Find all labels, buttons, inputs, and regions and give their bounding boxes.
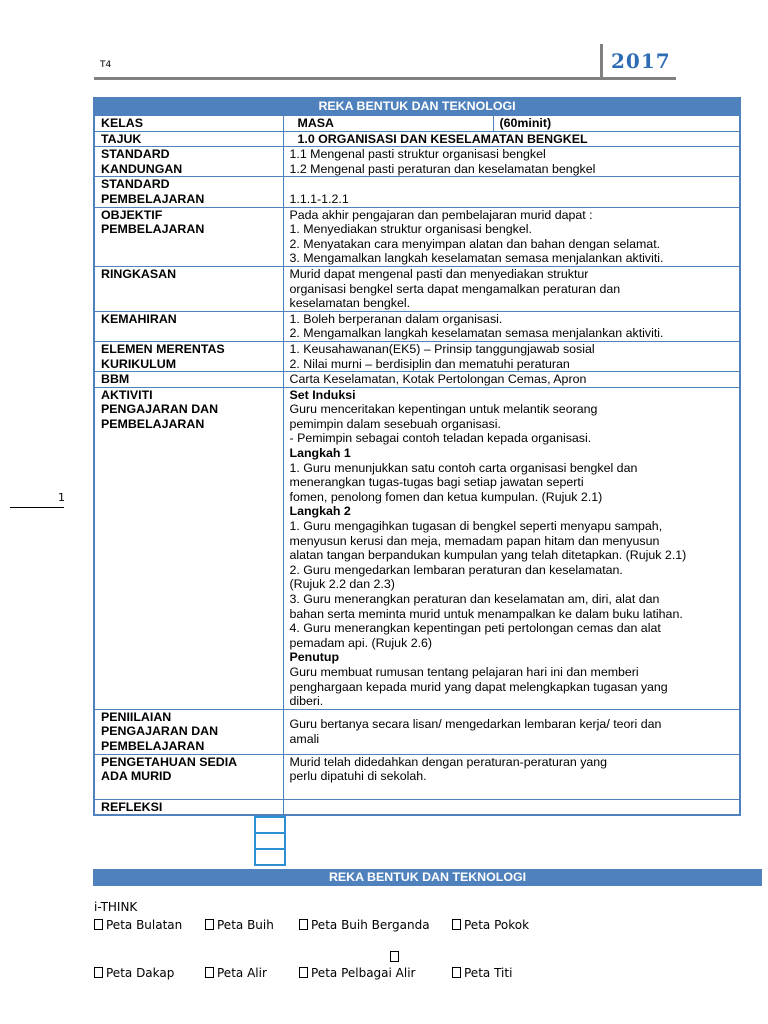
penilaian-row [94, 709, 740, 754]
ringkasan-row [94, 266, 740, 311]
standard-kandungan-row [94, 147, 740, 177]
emk-value: 1. Keusahawanan(EK5) – Prinsip tanggungjawab sosial 2. Nilai murni – berdisiplin dan mematuhi peraturan [283, 341, 740, 371]
tajuk-label: TAJUK [94, 131, 283, 147]
option-peta-dakap[interactable]: Peta Dakap [94, 966, 174, 980]
kemahiran-label: KEMAHIRAN [94, 311, 283, 341]
objektif-row [94, 207, 740, 266]
option-peta-buih[interactable]: Peta Buih [205, 918, 274, 932]
aktiviti-label: AKTIVITI PENGAJARAN DAN PEMBELAJARAN [94, 387, 283, 709]
bbm-value: Carta Keselamatan, Kotak Pertolongan Cemas, Apron [283, 372, 740, 388]
kemahiran-row [94, 311, 740, 341]
standard-pembelajaran-value: 1.1.1-1.2.1 [283, 177, 740, 207]
section2-banner: REKA BENTUK DAN TEKNOLOGI [93, 869, 762, 886]
standard-pembelajaran-row [94, 177, 740, 207]
table-banner: REKA BENTUK DAN TEKNOLOGI [94, 98, 740, 116]
refleksi-row [94, 799, 740, 815]
lesson-plan-table [93, 97, 741, 816]
checkbox-icon [390, 951, 399, 962]
checkbox-icon [94, 919, 103, 930]
stray-box-icon [390, 950, 402, 964]
langkah2-title: Langkah 2 [289, 504, 351, 519]
standard-kandungan-value: 1.1 Mengenal pasti struktur organisasi bengkel 1.2 Mengenal pasti peraturan dan keselamatan bengkel [283, 147, 740, 177]
option-peta-pokok[interactable]: Peta Pokok [452, 918, 529, 932]
ringkasan-value: Murid dapat mengenal pasti dan menyediakan struktur organisasi bengkel serta dapat mengamalkan peraturan dan keselamatan bengkel. [283, 266, 740, 311]
bbm-label: BBM [94, 372, 283, 388]
tajuk-value: 1.0 ORGANISASI DAN KESELAMATAN BENGKEL [283, 131, 740, 147]
checkbox-icon [299, 967, 308, 978]
penutup-title: Penutup [289, 650, 340, 665]
banner-row [94, 98, 740, 116]
form-checkbox-3[interactable] [254, 848, 286, 866]
tajuk-row [94, 131, 740, 147]
kelas-row [94, 116, 740, 132]
emk-label: ELEMEN MERENTAS KURIKULUM [94, 341, 283, 371]
objektif-value: Pada akhir pengajaran dan pembelajaran murid dapat : 1. Menyediakan struktur organisasi bengkel. 2. Menyatakan cara menyimpan alatan dan bahan dengan selamat. 3. Mengamalkan langkah keselamatan semasa menjalankan aktiviti. [283, 207, 740, 266]
refleksi-label: REFLEKSI [94, 799, 283, 815]
checkbox-icon [299, 919, 308, 930]
aktiviti-value: Set Induksi Guru menceritakan kepentingan untuk melantik seorang pemimpin dalam sesebuah organisasi. - Pemimpin sebagai contoh teladan kepada organisasi. Langkah 1 1. Guru menunjukkan satu contoh carta organisasi bengkel dan menerangkan tugas-tugas bagi setiap jawatan seperti fomen, penolong fomen dan ketua kumpulan. (Rujuk 2.1) Langkah 2 1. Guru mengagihkan tugasan di bengkel seperti menyapu sampah, menyusun kerusi dan meja, memadam papan hitam dan menyusun alatan tangan berpandukan kumpulan yang telah ditetapkan. (Rujuk 2.1) 2. Guru mengedarkan lembaran peraturan dan keselamatan. (Rujuk 2.2 dan 2.3) 3. Guru menerangkan peraturan dan keselamatan am, diri, alat dan bahan serta meminta murid untuk menampalkan ke dalam buku latihan. 4. Guru menerangkan kepentingan peti pertolongan cemas dan alat pemadam api. (Rujuk 2.6) Penutup Guru membuat rumusan tentang pelajaran hari ini dan memberi penghargaan kepada murid yang dapat melengkapkan tugasan yang diberi. [283, 387, 740, 709]
kemahiran-value: 1. Boleh berperanan dalam organisasi. 2. Mengamalkan langkah keselamatan semasa menjalankan aktiviti. [283, 311, 740, 341]
penilaian-value: Guru bertanya secara lisan/ mengedarkan lembaran kerja/ teori dan amali [283, 709, 740, 754]
objektif-label: OBJEKTIF PEMBELAJARAN [94, 207, 283, 266]
aktiviti-row [94, 387, 740, 709]
option-peta-bulatan[interactable]: Peta Bulatan [94, 918, 182, 932]
page-number-rule [10, 507, 64, 508]
set-induksi-title: Set Induksi [289, 387, 356, 402]
header-rule [94, 77, 676, 80]
page-number: 1 [58, 491, 65, 504]
ithink-title: i-THINK [94, 900, 138, 914]
option-peta-buih-berganda[interactable]: Peta Buih Berganda [299, 918, 430, 932]
standard-pembelajaran-label: STANDARD PEMBELAJARAN [94, 177, 283, 207]
ringkasan-label: RINGKASAN [94, 266, 283, 311]
pengetahuan-row [94, 754, 740, 799]
masa-value: (60minit) [493, 116, 740, 132]
pengetahuan-label: PENGETAHUAN SEDIA ADA MURID [94, 754, 283, 799]
option-peta-alir[interactable]: Peta Alir [205, 966, 267, 980]
pengetahuan-value: Murid telah didedahkan dengan peraturan-peraturan yang perlu dipatuhi di sekolah. [283, 754, 740, 799]
checkbox-icon [452, 967, 461, 978]
header-divider [600, 44, 603, 78]
langkah1-title: Langkah 1 [289, 446, 351, 461]
standard-kandungan-label: STANDARD KANDUNGAN [94, 147, 283, 177]
header-code: T4 [100, 60, 112, 70]
option-peta-pelbagai-alir[interactable]: Peta Pelbagai Alir [299, 966, 416, 980]
penilaian-label: PENIILAIAN PENGAJARAN DAN PEMBELAJARAN [94, 709, 283, 754]
kelas-label: KELAS [94, 116, 283, 132]
emk-row [94, 341, 740, 371]
header-year: 2017 [611, 49, 671, 73]
bbm-row [94, 372, 740, 388]
refleksi-value[interactable] [283, 799, 740, 815]
option-peta-titi[interactable]: Peta Titi [452, 966, 512, 980]
checkbox-icon [452, 919, 461, 930]
masa-label: MASA [283, 116, 493, 132]
checkbox-icon [94, 967, 103, 978]
checkbox-icon [205, 919, 214, 930]
checkbox-icon [205, 967, 214, 978]
